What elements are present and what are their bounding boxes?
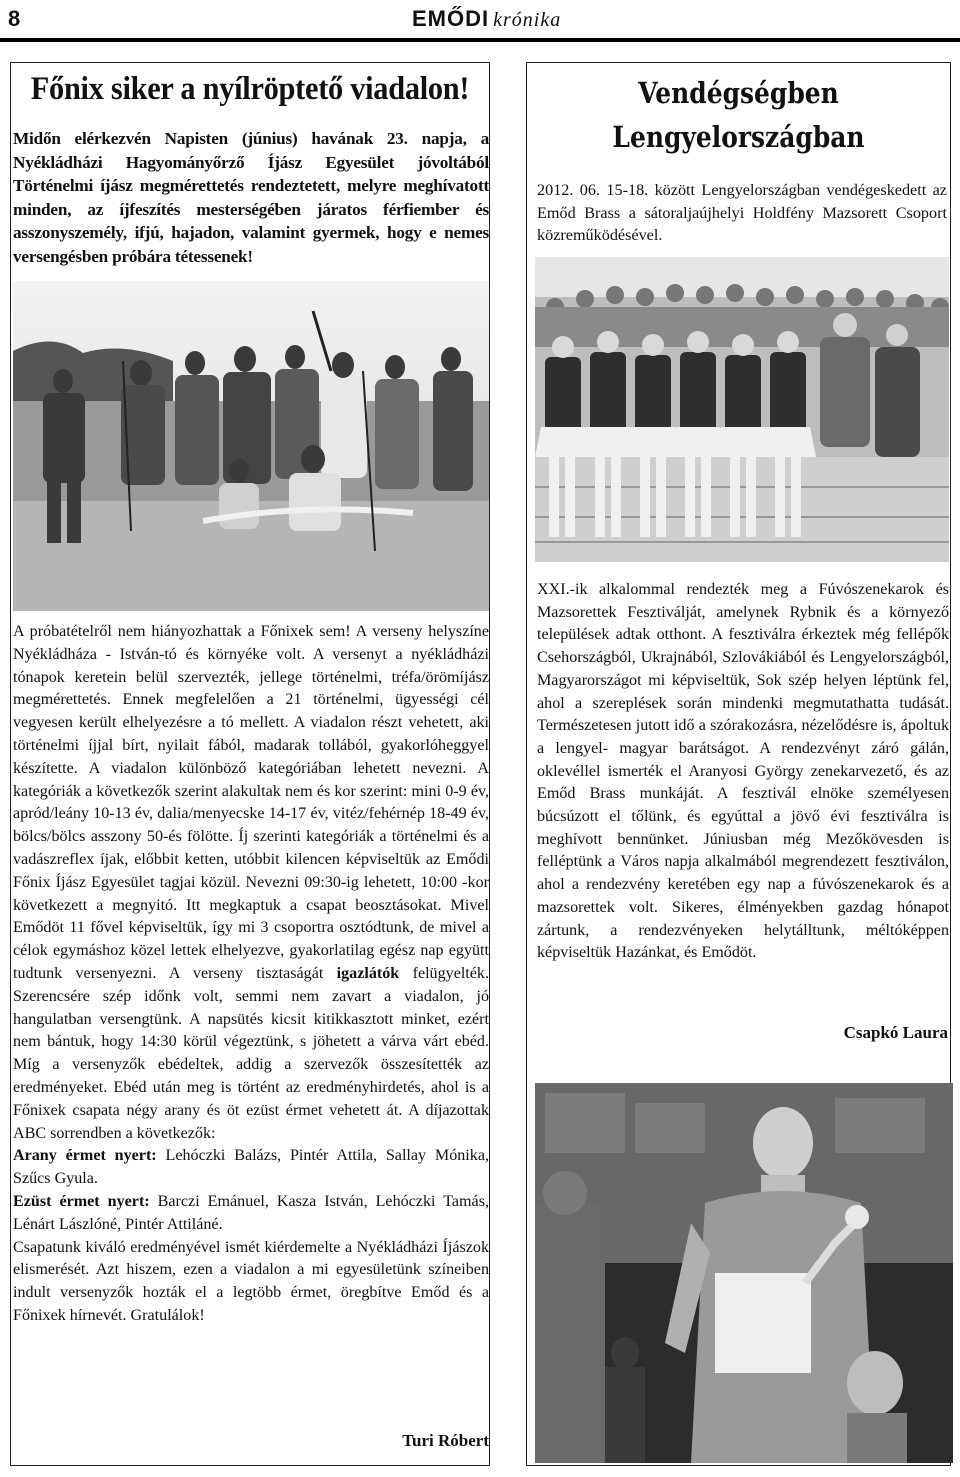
masthead-subtitle: krónika [493, 9, 562, 31]
archers-group-photo [13, 281, 489, 611]
brass-band-majorettes-photo [535, 257, 949, 562]
page-number: 8 [8, 6, 21, 31]
article-author: Csapkó Laura [843, 1023, 948, 1042]
header-rule [0, 38, 960, 42]
award-ceremony-photo [535, 1083, 953, 1463]
article-lead: Midőn elérkezvén Napisten (június) havának 23. napja, a Nyékládházi Hagyományőrző Íjász Egyesület jóvoltából Történelmi íjász megmérettetés rendeztetett, melyre meghívatott minden, az íjfeszítés mesterségében járatos férfiember és asszonyszemély, ifjú, hajadon, valamint gyermek, hogy e nemes versengésben próbára tétessenek! [13, 129, 489, 266]
poland-article [526, 62, 951, 1466]
article-body: XXI.-ik alkalommal rendezték meg a Fúvószenekarok és Mazsorettek Fesztiválját, amelynek Rybnik és a környező települések adtak otthont. A fesztiválra érkeztek még fellépők Csehországból, Ukrajnából, Szlovákiából és Lengyelországból, Magyarországot mi képviseltük, Sok szép helyen léptünk fel, ahol a szereplések során mindenki megmutathatta tudását. Természetesen jutott idő a szórakozásra, nézelődésre is, ápoltuk a lengyel- magyar barátságot. A rendezvényt záró gálán, oklevéllel ismerték el Aranyosi György zenekarvezető, és az Emőd Brass munkáját. A fesztivál elnöke személyesen búcsúzott el tőlünk, és egyúttal a jövő évi fesztiválra is meghívott bennünket. Júniusban még Mezőkövesden is felléptünk a Város napja alkalmából megrendezett fesztiválon, ahol a rendezvény keretében egy nap a fúvószenekarok és a mazsorettek volt. Sikeres, élményekben gazdag hónapot zártunk, a rendezvényeken helytálltunk, méltóképpen képviseltük Hazánkat, és Emődöt. [537, 581, 949, 962]
silver-winners: Ezüst érmet nyert: Barczi Emánuel, Kasza István, Lehóczki Tamás, Lénárt Lászlóné, Pintér Attiláné. [13, 1192, 489, 1233]
article-author: Turi Róbert [402, 1431, 489, 1450]
masthead [412, 6, 561, 32]
article-title: Vendégségben Lengyelországban [612, 76, 865, 154]
article-lead: 2012. 06. 15-18. között Lengyelországban vendégeskedett az Emőd Brass a sátoraljaújhelyi Holdfény Mazsorett Csoport közreműködésével. [537, 181, 947, 244]
body-paragraph: A próbatételről nem hiányozhattak a Főnixek sem! A verseny helyszíne Nyékládháza - István-tó és környéke volt. A versenyt a nyékládházi tónapok keretein belül szervezték, jellege történelmi, tréfa/örömíjász megmérettetés. Ennek megfelelően a 21 történelmi, ügyességi cél vegyesen került elhelyezésre a tó mellett. A viadalon részt vehetett, aki történelmi íjjal bírt, nyilait fából, madarak tollából, gyakorlóheggyel készítette. A viadalon különböző kategóriában lehetett nevezni. A kategóriák a következők szerint alakultak nem és kor szerint: mini 0-9 év, apród/leány 10-13 év, dalia/menyecske 14-17 év, vitéz/fehérnép 18-49 év, bölcs/bölcs asszony 50-és fölötte. Íj szerinti kategóriák a történelmi és a vadászreflex íjak, előbbit ketten, utóbbit kilencen képviseltük az Emődi Főnix Íjász Egyesület tagjai közül. Nevezni 09:30-ig lehetett, 10:00 -kor következett a megnyitó. Itt megkaptuk a csapat beosztásokat. Mivel Emődöt 11 fővel képviseltük, így mi 3 csoportra osztódtunk, de mivel a célok egymáshoz közel lettek elhelyezve, gyakorlatilag egész nap együtt tudtunk versenyezni. A verseny tisztaságát igazlátók felügyelték. Szerencsére szép időnk volt, semmi nem zavart a viadalon, jó hangulatban versengtünk. A napsütés kicsit kitikkasztott minket, ezért nem bántuk, hogy 14:30 körül végeztünk, s jöhetett a várva várt ebéd. Míg a versenyzők ebédeltek, addig a szervezők összesítették az eredményeket. Ebéd után meg is történt az eredményhirdetés, ahol is a Főnixek csapata négy arany és öt ezüst érmet vehetett át. A díjazottak ABC sorrendben a következők: [13, 623, 489, 1142]
closing-paragraph: Csapatunk kiváló eredményével ismét kiérdemelte a Nyékládházi Íjászok elismerését. Azt hiszem, ezen a viadalon a mi egyesületünk színeiben indult versenyzők hozták el a legtöbb érmet, öregbítve Emőd és a Főnixek hírnevét. Gratulálok! [13, 1238, 489, 1324]
archery-article [10, 62, 490, 1466]
masthead-title: EMŐDI [412, 6, 490, 31]
page-header [0, 0, 960, 42]
article-title: Főnix siker a nyílröptető viadalon! [30, 71, 470, 107]
gold-winners: Arany érmet nyert: Lehóczki Balázs, Pintér Attila, Sallay Mónika, Szűcs Gyula. [13, 1147, 489, 1188]
article-body [13, 621, 489, 1328]
